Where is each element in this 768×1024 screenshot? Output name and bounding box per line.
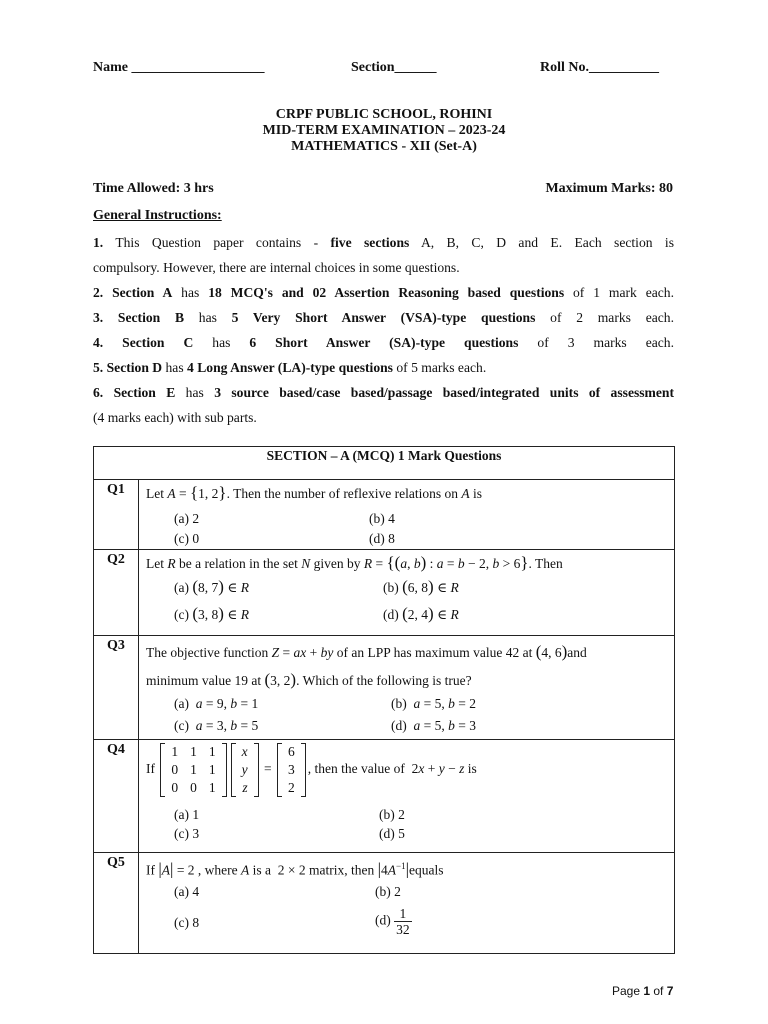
page-number: 1 (643, 984, 651, 998)
option-c: (c) 3 (174, 826, 200, 841)
options-row (146, 604, 674, 631)
options-row (146, 906, 674, 942)
question-stem: Let R be a relation in the set N given by R = {(a, b) : a = b − 2, b > 6}. Then (146, 553, 563, 572)
question-number: Q1 (94, 480, 139, 550)
instruction-5: 5. Section D has 4 Long Answer (LA)-type questions of 5 marks each. (93, 360, 487, 375)
school-name: CRPF PUBLIC SCHOOL, ROHINI (275, 107, 493, 122)
question-body (139, 636, 675, 740)
exam-title: MID-TERM EXAMINATION – 2023-24 (262, 123, 506, 138)
question-number: Q4 (94, 740, 139, 853)
option-b: (b) a = 5, b = 2 (391, 696, 476, 711)
matrix-variables: x y z (231, 743, 259, 797)
page-total: 7 (666, 984, 674, 998)
question-row-q5 (94, 853, 675, 954)
instruction-4: 4. Section C has 6 Short Answer (SA)-type questions of 3 marks each. (93, 335, 674, 350)
option-a: (a) (8, 7) ∈ R (174, 577, 249, 596)
question-stem: The objective function Z = ax + by of an LPP has maximum value 42 at (4, 6)and minimum value 19 at (3, 2). Which of the following is true? (146, 642, 587, 689)
subject-title: MATHEMATICS - XII (Set-A) (291, 139, 477, 154)
matrix-constants: 6 3 2 (277, 743, 306, 797)
maximum-marks: Maximum Marks: 80 (545, 181, 673, 196)
question-number: Q3 (94, 636, 139, 740)
question-stem: Let A = {1, 2}. Then the number of reflexive relations on A is (146, 483, 483, 502)
question-row-q2 (94, 550, 675, 636)
question-stem: If 1 1 1 0 1 1 0 0 1 x y z = 6 3 2 , then the value of 2x + y − z is (146, 744, 477, 795)
options-row (146, 694, 674, 716)
option-b: (b) 2 (379, 807, 405, 822)
instruction-1-cont: compulsory. However, there are internal choices in some questions. (93, 260, 460, 275)
options-row (146, 824, 674, 843)
page-footer: Page 1 of 7 (612, 984, 674, 998)
question-body (139, 740, 675, 853)
instruction-2: 2. Section A has 18 MCQ's and 02 Assertion Reasoning based questions of 1 mark each. (93, 285, 674, 300)
exam-meta (93, 181, 673, 197)
option-a: (a) 2 (174, 511, 200, 526)
instruction-6-cont: (4 marks each) with sub parts. (93, 410, 257, 425)
option-b: (b) 2 (375, 883, 401, 899)
option-b: (b) (6, 8) ∈ R (383, 577, 459, 596)
option-d: (d) a = 5, b = 3 (391, 718, 476, 733)
student-header (93, 60, 673, 80)
instruction-3: 3. Section B has 5 Very Short Answer (VSA)-type questions of 2 marks each. (93, 310, 674, 325)
options-row (146, 805, 674, 824)
options-row (146, 509, 674, 529)
question-body (139, 550, 675, 636)
question-body (139, 853, 675, 954)
section-a-table (93, 446, 675, 954)
options-row (146, 882, 674, 906)
option-d: (d) 8 (369, 531, 395, 546)
section-field: Section______ (351, 60, 437, 75)
option-c: (c) (3, 8) ∈ R (174, 604, 249, 623)
options-row (146, 716, 674, 738)
option-a: (a) 1 (174, 807, 200, 822)
question-row-q4 (94, 740, 675, 853)
options-row (146, 577, 674, 604)
options-row (146, 529, 674, 549)
instruction-1: 1. This Question paper contains - five sections A, B, C, D and E. Each section is (93, 235, 675, 250)
instruction-6: 6. Section E has 3 source based/case based/passage based/integrated units of assessment (93, 385, 674, 400)
option-a: (a) a = 9, b = 1 (174, 696, 259, 711)
option-b: (b) 4 (369, 511, 395, 526)
time-allowed: Time Allowed: 3 hrs (93, 181, 214, 196)
option-d: (d) 5 (379, 826, 405, 841)
instructions-heading: General Instructions: (93, 208, 222, 223)
roll-no-field: Roll No.__________ (540, 60, 659, 75)
name-field: Name ___________________ (93, 60, 265, 75)
instructions-list (93, 230, 674, 430)
option-a: (a) 4 (174, 883, 200, 899)
question-number: Q5 (94, 853, 139, 954)
question-stem: If |A| = 2 , where A is a 2 × 2 matrix, then $|4A^{-1}|equals$ (146, 859, 444, 879)
option-c: (c) 0 (174, 531, 200, 546)
section-a-heading: SECTION – A (MCQ) 1 Mark Questions (94, 447, 675, 480)
matrix-coefficients: 1 1 1 0 1 1 0 0 1 (160, 743, 226, 797)
question-body (139, 480, 675, 550)
option-c: (c) a = 3, b = 5 (174, 718, 259, 733)
question-row-q3 (94, 636, 675, 740)
question-row-q1 (94, 480, 675, 550)
option-d: (d) (2, 4) ∈ R (383, 604, 459, 623)
option-c: (c) 8 (174, 914, 200, 930)
question-number: Q2 (94, 550, 139, 636)
option-d: (d) $\frac{1}{32}$ (375, 905, 410, 937)
fraction-one-over-32: $\frac{1}{32}$ (396, 905, 410, 937)
